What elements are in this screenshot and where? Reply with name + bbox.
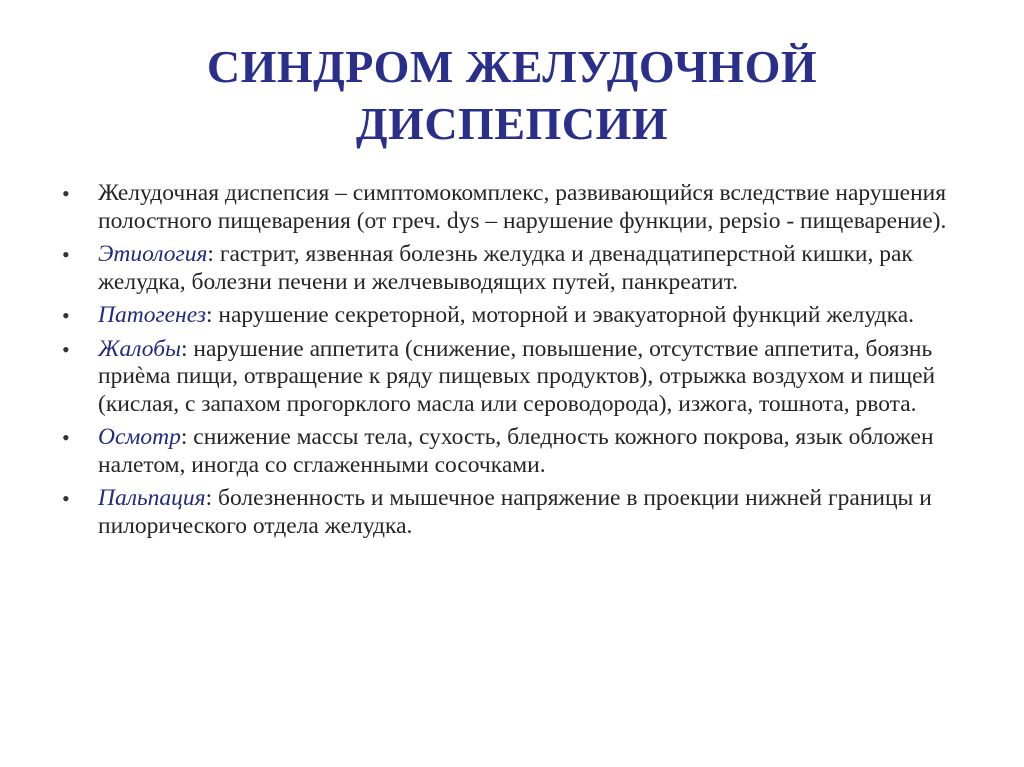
item-term: Пальпация	[98, 485, 206, 511]
title-line-2: ДИСПЕПСИИ	[355, 98, 669, 149]
bullet-item-pathogenesis	[62, 302, 962, 330]
item-text: болезненность и мышечное напряжение в проекции нижней границы и пилорического отдела желудка.	[98, 485, 932, 539]
bullet-list	[62, 180, 962, 546]
bullet-item-definition	[62, 180, 962, 235]
bullet-item-etiology	[62, 241, 962, 296]
item-separator: :	[180, 424, 188, 450]
slide-title	[0, 38, 1024, 152]
bullet-item-complaints	[62, 336, 962, 419]
item-text: снижение массы тела, сухость, бледность кожного покрова, язык обложен налетом, иногда со сглаженными сосочками.	[98, 424, 934, 478]
item-text: нарушение секреторной, моторной и эвакуаторной функций желудка.	[212, 302, 914, 328]
bullet-icon: •	[62, 425, 70, 450]
item-text: гастрит, язвенная болезнь желудка и двенадцатиперстной кишки, рак желудка, болезни печени и желчевыводящих путей, панкреатит.	[98, 241, 913, 295]
bullet-icon: •	[62, 486, 70, 511]
title-line-1: СИНДРОМ ЖЕЛУДОЧНОЙ	[206, 41, 818, 92]
item-separator: :	[206, 302, 213, 328]
item-text: нарушение аппетита (снижение, повышение, отсутствие аппетита, боязнь приѐма пищи, отвращение к ряду пищевых продуктов), отрыжка воздухом и пищей (кислая, с запахом прогорклого масла или сероводорода), изжога, тошнота, рвота.	[98, 335, 936, 417]
bullet-icon: •	[62, 181, 70, 206]
item-term: Жалобы	[98, 335, 181, 362]
item-separator: :	[180, 335, 188, 362]
item-separator: :	[207, 241, 214, 267]
item-term: Патогенез	[98, 302, 206, 328]
bullet-item-palpation	[62, 485, 962, 540]
item-term: Осмотр	[98, 424, 181, 450]
bullet-icon: •	[62, 242, 70, 267]
item-term: Этиология	[98, 241, 208, 267]
bullet-icon: •	[62, 303, 70, 328]
bullet-item-examination	[62, 424, 962, 479]
item-text: Желудочная диспепсия – симптомокомплекс, развивающийся вследствие нарушения полостного пищеварения (от греч. dys – нарушение функции, pepsio - пищеварение).	[98, 180, 947, 234]
item-separator: :	[205, 485, 213, 511]
bullet-icon: •	[62, 336, 70, 362]
